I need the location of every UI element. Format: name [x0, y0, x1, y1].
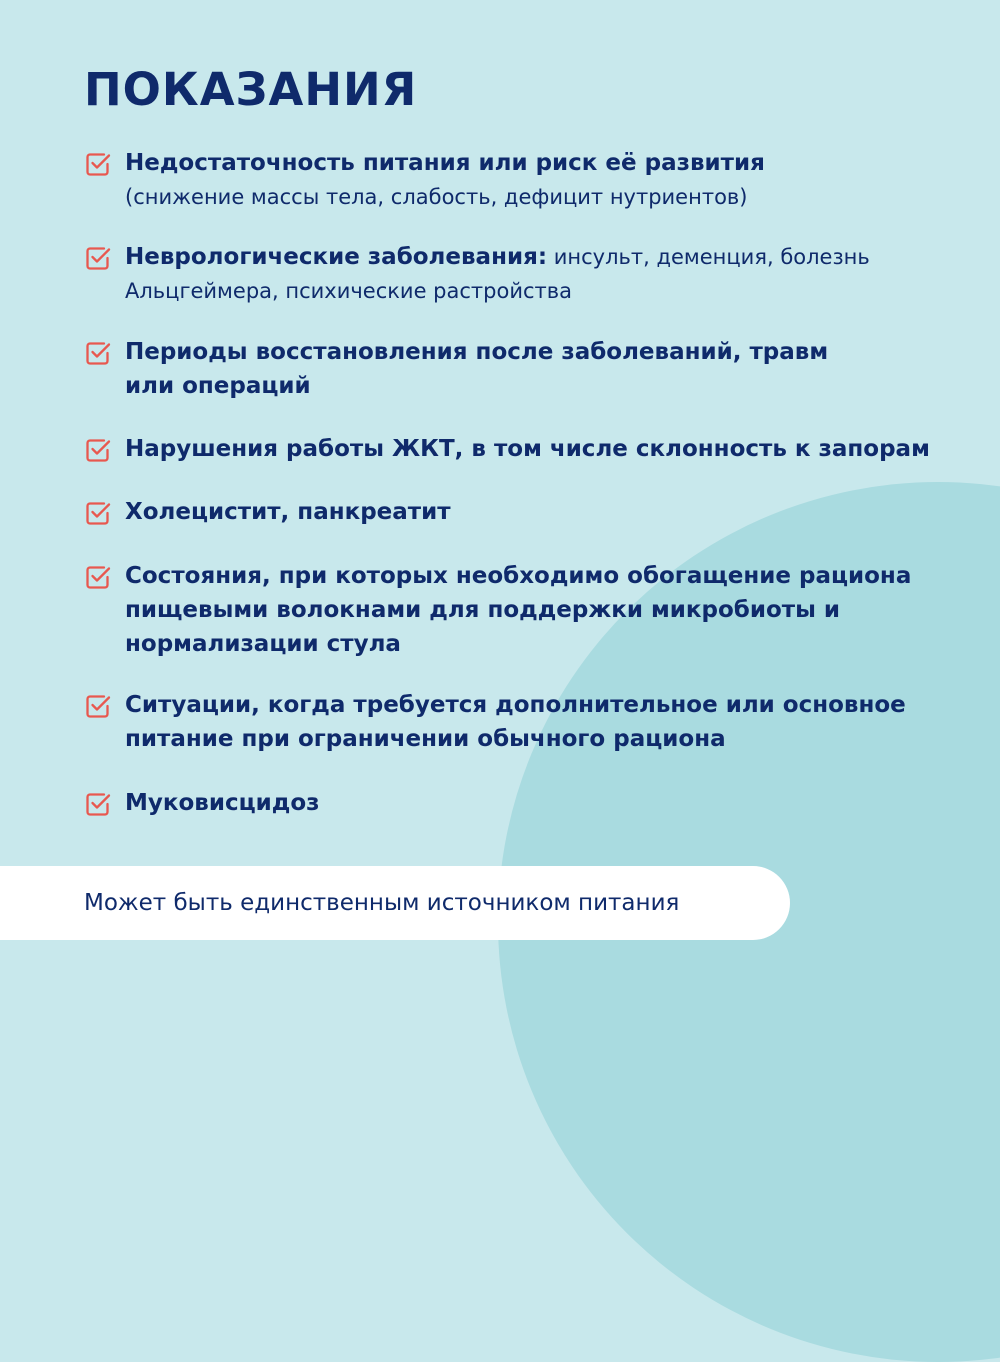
checked-box-icon [84, 150, 112, 178]
checked-box-icon [84, 790, 112, 818]
footer-note-pill [0, 866, 790, 940]
checked-box-icon [84, 563, 112, 591]
list-item-detail: (снижение массы тела, слабость, дефицит нутриентов) [125, 185, 748, 209]
list-item-text [125, 786, 975, 820]
list-item-text [125, 688, 975, 756]
list-item-text [125, 495, 975, 529]
checked-box-icon [84, 499, 112, 527]
list-item-detail: инсульт, деменция, болезнь Альцгеймера, психические растройства [125, 245, 870, 303]
list-item-main: Неврологические заболевания: [125, 244, 548, 270]
checked-box-icon [84, 436, 112, 464]
list-item-text [125, 559, 915, 661]
list-item-main: Нарушения работы ЖКТ, в том числе склонность к запорам [125, 436, 930, 462]
list-item-text [125, 146, 975, 214]
footer-note: Может быть единственным источником питания [84, 890, 680, 916]
list-item-main: Холецистит, панкреатит [125, 499, 451, 525]
list-item-main: Муковисцидоз [125, 790, 320, 816]
page-title: ПОКАЗАНИЯ [84, 63, 418, 116]
list-item-text [125, 432, 975, 466]
list-item-main: Ситуации, когда требуется дополнительное или основное питание при ограничении обычного рациона [125, 692, 906, 752]
checked-box-icon [84, 244, 112, 272]
list-item-main: Периоды восстановления после заболеваний, травм или операций [125, 339, 829, 399]
list-item-main: Состояния, при которых необходимо обогащение рациона пищевыми волокнами для поддержки микробиоты и нормализации стула [125, 563, 912, 657]
list-item-main: Недостаточность питания или риск её развития [125, 150, 765, 176]
list-item-text [125, 240, 975, 308]
checked-box-icon [84, 692, 112, 720]
checked-box-icon [84, 339, 112, 367]
list-item-text [125, 335, 845, 403]
